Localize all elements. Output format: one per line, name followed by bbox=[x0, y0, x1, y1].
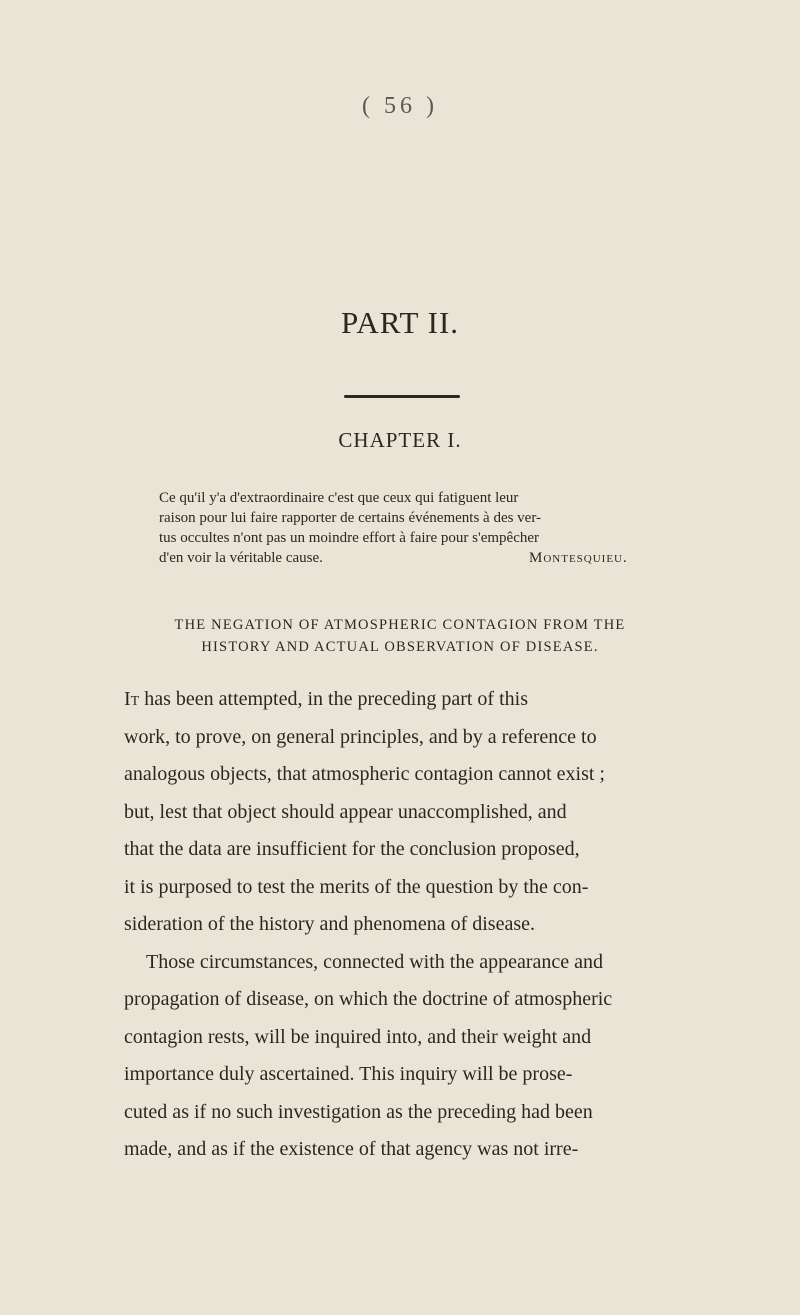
body-line: propagation of disease, on which the doctrine of atmospheric bbox=[124, 988, 613, 1010]
page-number: ( 56 ) bbox=[362, 93, 438, 119]
section-heading bbox=[0, 614, 800, 658]
body-line: Those circumstances, connected with the appearance and bbox=[146, 950, 604, 973]
part-title: PART II. bbox=[340, 305, 460, 340]
body-text bbox=[124, 681, 692, 1169]
epigraph bbox=[159, 488, 684, 568]
body-line: importance duly ascertained. This inquiry will be prose- bbox=[124, 1063, 573, 1085]
body-line bbox=[124, 681, 692, 719]
body-line: it is purposed to test the merits of the question by the con- bbox=[124, 875, 589, 898]
epigraph-line: Ce qu'il y'a d'extraordinaire c'est que ceux qui fatiguent leur bbox=[159, 490, 519, 506]
body-line: but, lest that object should appear unaccomplished, and bbox=[124, 800, 567, 823]
epigraph-line: raison pour lui faire rapporter de certains événements à des ver- bbox=[159, 510, 542, 526]
chapter-title: CHAPTER I. bbox=[338, 428, 462, 452]
lead-word: It bbox=[124, 688, 140, 710]
body-line: sideration of the history and phenomena of disease. bbox=[124, 913, 535, 935]
epigraph-last-text: d'en voir la véritable cause. bbox=[159, 550, 323, 566]
divider-rule bbox=[344, 395, 460, 398]
body-line: analogous objects, that atmospheric contagion cannot exist ; bbox=[124, 763, 605, 785]
epigraph-attribution: Montesquieu. bbox=[529, 550, 628, 566]
body-line: work, to prove, on general principles, and by a reference to bbox=[124, 725, 597, 748]
body-line: that the data are insufficient for the conclusion proposed, bbox=[124, 838, 580, 860]
body-line: cuted as if no such investigation as the preceding had been bbox=[124, 1100, 593, 1123]
body-line: contagion rests, will be inquired into, and their weight and bbox=[124, 1025, 592, 1048]
body-line: made, and as if the existence of that agency was not irre- bbox=[124, 1138, 579, 1160]
body-line-text: has been attempted, in the preceding part of this bbox=[139, 688, 528, 710]
epigraph-line bbox=[159, 548, 684, 568]
epigraph-line: tus occultes n'ont pas un moindre effort à faire pour s'empêcher bbox=[159, 530, 540, 546]
section-heading-line: THE NEGATION OF ATMOSPHERIC CONTAGION FROM THE bbox=[174, 617, 626, 633]
section-heading-line: HISTORY AND ACTUAL OBSERVATION OF DISEASE. bbox=[201, 639, 599, 655]
